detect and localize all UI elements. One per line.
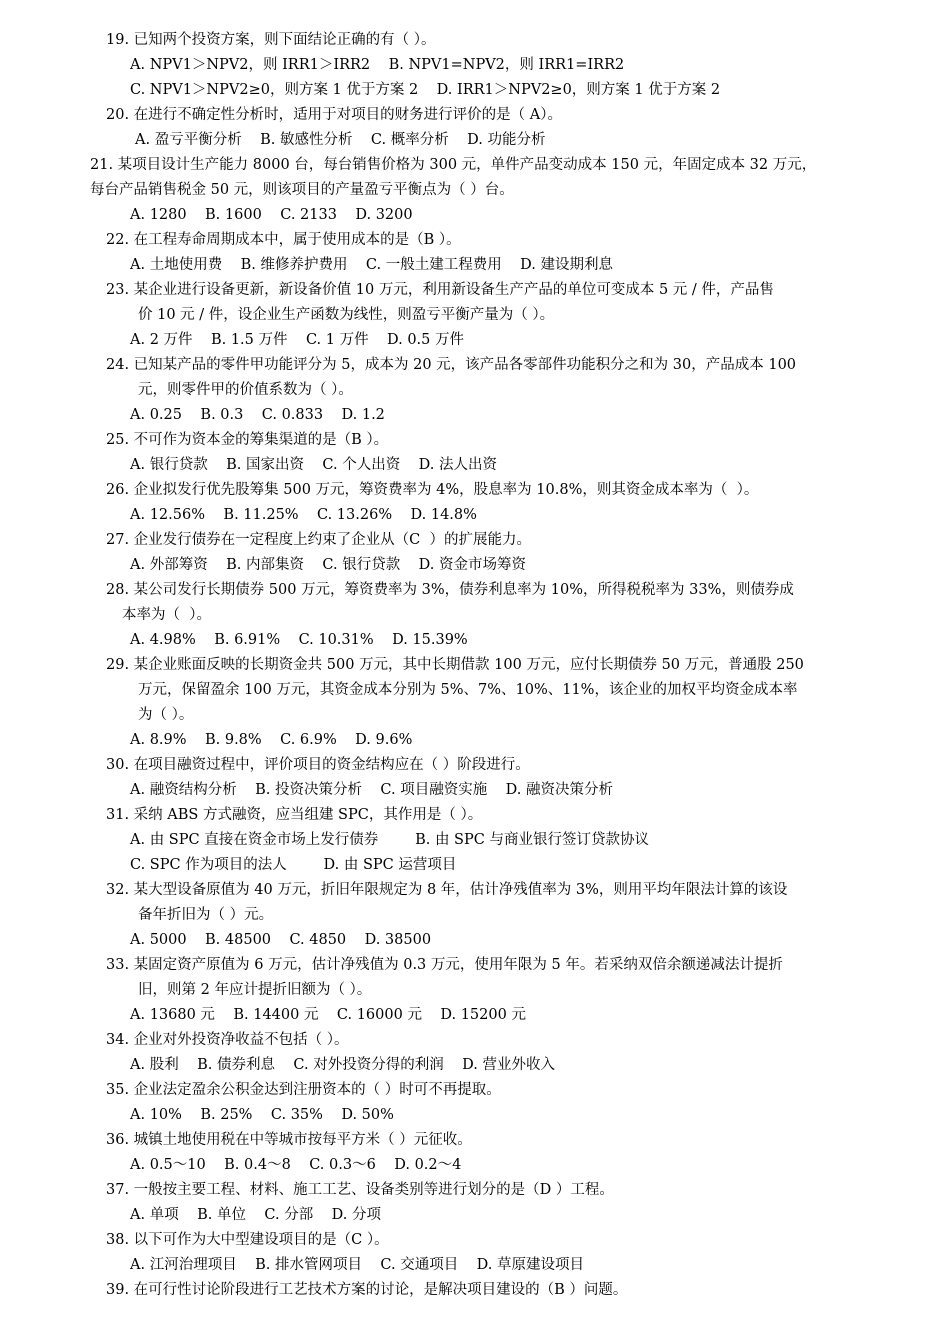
- question-19: 19. 已知两个投资方案，则下面结论正确的有（ ）。: [106, 32, 436, 48]
- question-29: 29. 某企业账面反映的长期资金共 500 万元，其中长期借款 100 万元，应付长期债券 50 万元，普通股 250: [106, 657, 804, 673]
- question-25: 25. 不可作为资本金的筹集渠道的是（B ）。: [106, 432, 389, 448]
- question-25-options: A. 银行贷款 B. 国家出资 C. 个人出资 D. 法人出资: [130, 457, 497, 473]
- question-31-options-ab: A. 由 SPC 直接在资金市场上发行债券 B. 由 SPC 与商业银行签订贷款协议: [130, 832, 649, 848]
- question-32-options: A. 5000 B. 48500 C. 4850 D. 38500: [130, 932, 432, 948]
- question-28: 28. 某公司发行长期债券 500 万元，筹资费率为 3%，债券利息率为 10%，所得税税率为 33%，则债券成: [106, 582, 794, 598]
- question-21-continued: 每台产品销售税金 50 元，则该项目的产量盈亏平衡点为（ ）台。: [90, 182, 514, 198]
- question-35-options: A. 10% B. 25% C. 35% D. 50%: [130, 1107, 394, 1123]
- question-26-options: A. 12.56% B. 11.25% C. 13.26% D. 14.8%: [130, 507, 477, 523]
- question-22-options: A. 土地使用费 B. 维修养护费用 C. 一般土建工程费用 D. 建设期利息: [130, 257, 613, 273]
- question-33-options: A. 13680 元 B. 14400 元 C. 16000 元 D. 15200 元: [130, 1007, 526, 1023]
- question-37-options: A. 单项 B. 单位 C. 分部 D. 分项: [130, 1207, 381, 1223]
- question-27-options: A. 外部筹资 B. 内部集资 C. 银行贷款 D. 资金市场筹资: [130, 557, 526, 573]
- question-34: 34. 企业对外投资净收益不包括（ ）。: [106, 1032, 349, 1048]
- question-21-options: A. 1280 B. 1600 C. 2133 D. 3200: [130, 207, 413, 223]
- question-31-options-cd: C. SPC 作为项目的法人 D. 由 SPC 运营项目: [130, 857, 457, 873]
- question-20: 20. 在进行不确定性分析时，适用于对项目的财务进行评价的是（ A）。: [106, 107, 562, 123]
- question-32: 32. 某大型设备原值为 40 万元，折旧年限规定为 8 年，估计净残值率为 3%，则用平均年限法计算的该设: [106, 882, 788, 898]
- question-38-options: A. 江河治理项目 B. 排水管网项目 C. 交通项目 D. 草原建设项目: [130, 1257, 584, 1273]
- question-37: 37. 一般按主要工程、材料、施工工艺、设备类别等进行划分的是（D ）工程。: [106, 1182, 614, 1198]
- question-24-continued: 元，则零件甲的价值系数为（ ）。: [138, 382, 353, 398]
- question-36-options: A. 0.5～10 B. 0.4～8 C. 0.3～6 D. 0.2～4: [130, 1157, 462, 1173]
- question-22: 22. 在工程寿命周期成本中，属于使用成本的是（B ）。: [106, 232, 461, 248]
- question-39: 39. 在可行性讨论阶段进行工艺技术方案的讨论，是解决项目建设的（B ）问题。: [106, 1282, 628, 1298]
- question-31: 31. 采纳 ABS 方式融资，应当组建 SPC，其作用是（ ）。: [106, 807, 483, 823]
- question-19-options-ab: A. NPV1＞NPV2，则 IRR1＞IRR2 B. NPV1=NPV2，则 IRR1=IRR2: [130, 57, 625, 73]
- question-24: 24. 已知某产品的零件甲功能评分为 5，成本为 20 元，该产品各零部件功能积分之和为 30，产品成本 100: [106, 357, 797, 373]
- question-29-continued-1: 万元，保留盈余 100 万元，其资金成本分别为 5%、7%、10%、11%，该企业的加权平均资金成本率: [138, 682, 798, 698]
- question-33-continued: 旧，则第 2 年应计提折旧额为（ ）。: [138, 982, 372, 998]
- question-28-continued: 本率为（ ）。: [122, 607, 211, 623]
- question-29-continued-2: 为（ ）。: [138, 707, 194, 723]
- question-24-options: A. 0.25 B. 0.3 C. 0.833 D. 1.2: [130, 407, 385, 423]
- question-27: 27. 企业发行债券在一定程度上约束了企业从（C ）的扩展能力。: [106, 532, 531, 548]
- question-32-continued: 备年折旧为（ ）元。: [138, 907, 274, 923]
- question-23: 23. 某企业进行设备更新，新设备价值 10 万元，利用新设备生产产品的单位可变成本 5 元 / 件，产品售: [106, 282, 774, 298]
- question-33: 33. 某固定资产原值为 6 万元，估计净残值为 0.3 万元，使用年限为 5 年。若采纳双倍余额递减法计提折: [106, 957, 783, 973]
- question-21: 21. 某项目设计生产能力 8000 台，每台销售价格为 300 元，单件产品变动成本 150 元，年固定成本 32 万元，: [90, 157, 817, 173]
- question-38: 38. 以下可作为大中型建设项目的是（C ）。: [106, 1232, 389, 1248]
- question-23-continued: 价 10 元 / 件，设企业生产函数为线性，则盈亏平衡产量为（ ）。: [138, 307, 555, 323]
- question-28-options: A. 4.98% B. 6.91% C. 10.31% D. 15.39%: [130, 632, 468, 648]
- question-30: 30. 在项目融资过程中，评价项目的资金结构应在（ ）阶段进行。: [106, 757, 530, 773]
- question-23-options: A. 2 万件 B. 1.5 万件 C. 1 万件 D. 0.5 万件: [130, 332, 465, 348]
- question-20-options: A. 盈亏平衡分析 B. 敏感性分析 C. 概率分析 D. 功能分析: [135, 132, 546, 148]
- question-26: 26. 企业拟发行优先股筹集 500 万元，筹资费率为 4%，股息率为 10.8%，则其资金成本率为（ ）。: [106, 482, 759, 498]
- question-34-options: A. 股利 B. 债券利息 C. 对外投资分得的利润 D. 营业外收入: [130, 1057, 555, 1073]
- question-19-options-cd: C. NPV1＞NPV2≥0，则方案 1 优于方案 2 D. IRR1＞NPV2≥0，则方案 1 优于方案 2: [130, 82, 721, 98]
- question-30-options: A. 融资结构分析 B. 投资决策分析 C. 项目融资实施 D. 融资决策分析: [130, 782, 613, 798]
- question-29-options: A. 8.9% B. 9.8% C. 6.9% D. 9.6%: [130, 732, 413, 748]
- question-36: 36. 城镇土地使用税在中等城市按每平方米（ ）元征收。: [106, 1132, 472, 1148]
- question-35: 35. 企业法定盈余公积金达到注册资本的（ ）时可不再提取。: [106, 1082, 501, 1098]
